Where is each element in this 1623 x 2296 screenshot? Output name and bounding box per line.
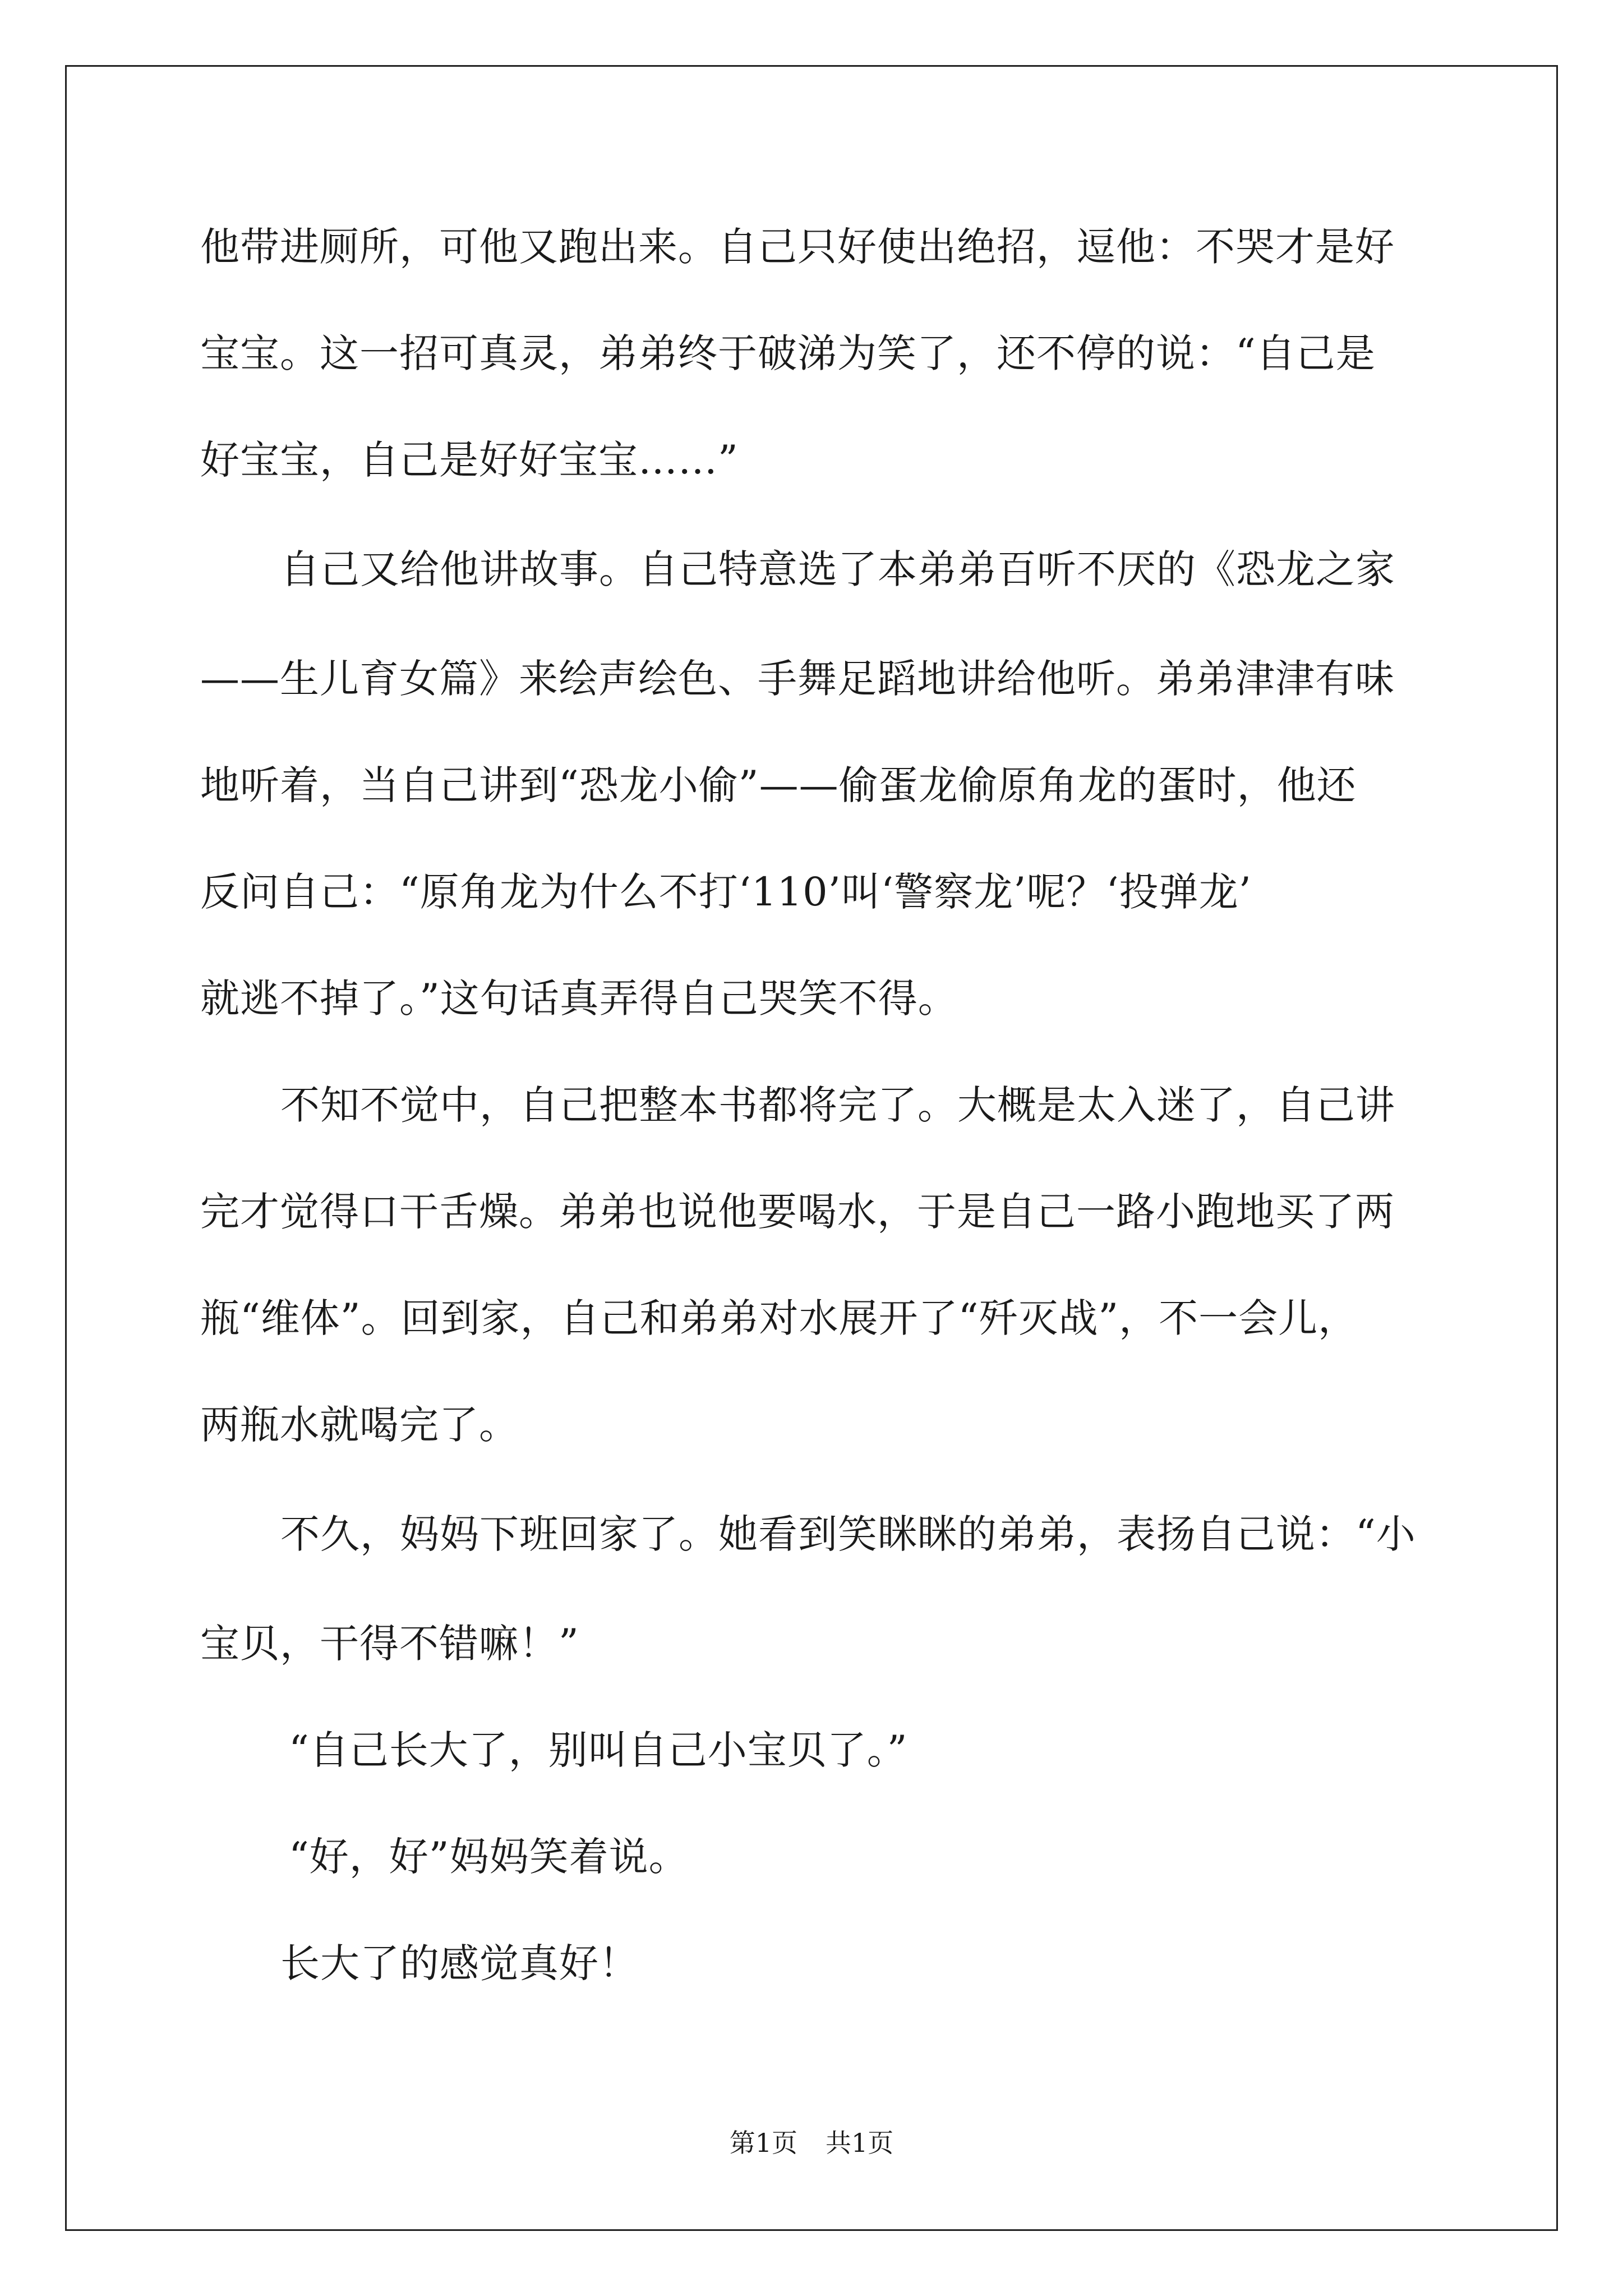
paragraph-start-line: 不久，妈妈下班回家了。她看到笑眯眯的弟弟，表扬自己说：“小: [280, 1511, 1416, 1557]
text-line: 地听着，当自己讲到“恐龙小偷”——偷蛋龙偷原角龙的蛋时，他还: [200, 762, 1357, 808]
text-line: 他带进厕所，可他又跑出来。自己只好使出绝招，逗他：不哭才是好: [200, 224, 1395, 270]
text-line: 就逃不掉了。”这句话真弄得自己哭笑不得。: [200, 976, 958, 1022]
paragraph-start-line: 不知不觉中，自己把整本书都将完了。大概是太入迷了，自己讲: [280, 1082, 1395, 1128]
text-line: 两瓶水就喝完了。: [200, 1402, 519, 1448]
dialogue-line: “自己长大了，别叫自己小宝贝了。”: [289, 1727, 908, 1773]
text-line: 宝贝，干得不错嘛！”: [200, 1621, 579, 1667]
page-footer: [0, 2126, 1623, 2160]
closing-line: 长大了的感觉真好！: [280, 1940, 639, 1986]
page-number-current: 第1页: [729, 2128, 797, 2158]
page-number-total: 共1页: [826, 2128, 894, 2158]
dialogue-line: “好，好”妈妈笑着说。: [289, 1834, 689, 1880]
text-line: 宝宝。这一招可真灵，弟弟终于破涕为笑了，还不停的说：“自己是: [200, 330, 1376, 376]
page-border: [65, 65, 1558, 2231]
paragraph-start-line: 自己又给他讲故事。自己特意选了本弟弟百听不厌的《恐龙之家: [280, 546, 1395, 592]
text-line: 反问自己：“原角龙为什么不打‘110’叫‘警察龙’呢？‘投弹龙’: [200, 869, 1252, 915]
text-line: ——生儿育女篇》来绘声绘色、手舞足蹈地讲给他听。弟弟津津有味: [200, 656, 1395, 702]
text-line: 完才觉得口干舌燥。弟弟也说他要喝水，于是自己一路小跑地买了两: [200, 1189, 1395, 1235]
text-line: 瓶“维体”。回到家，自己和弟弟对水展开了“歼灭战”，不一会儿，: [200, 1295, 1358, 1341]
text-line: 好宝宝，自己是好好宝宝……”: [200, 437, 739, 483]
